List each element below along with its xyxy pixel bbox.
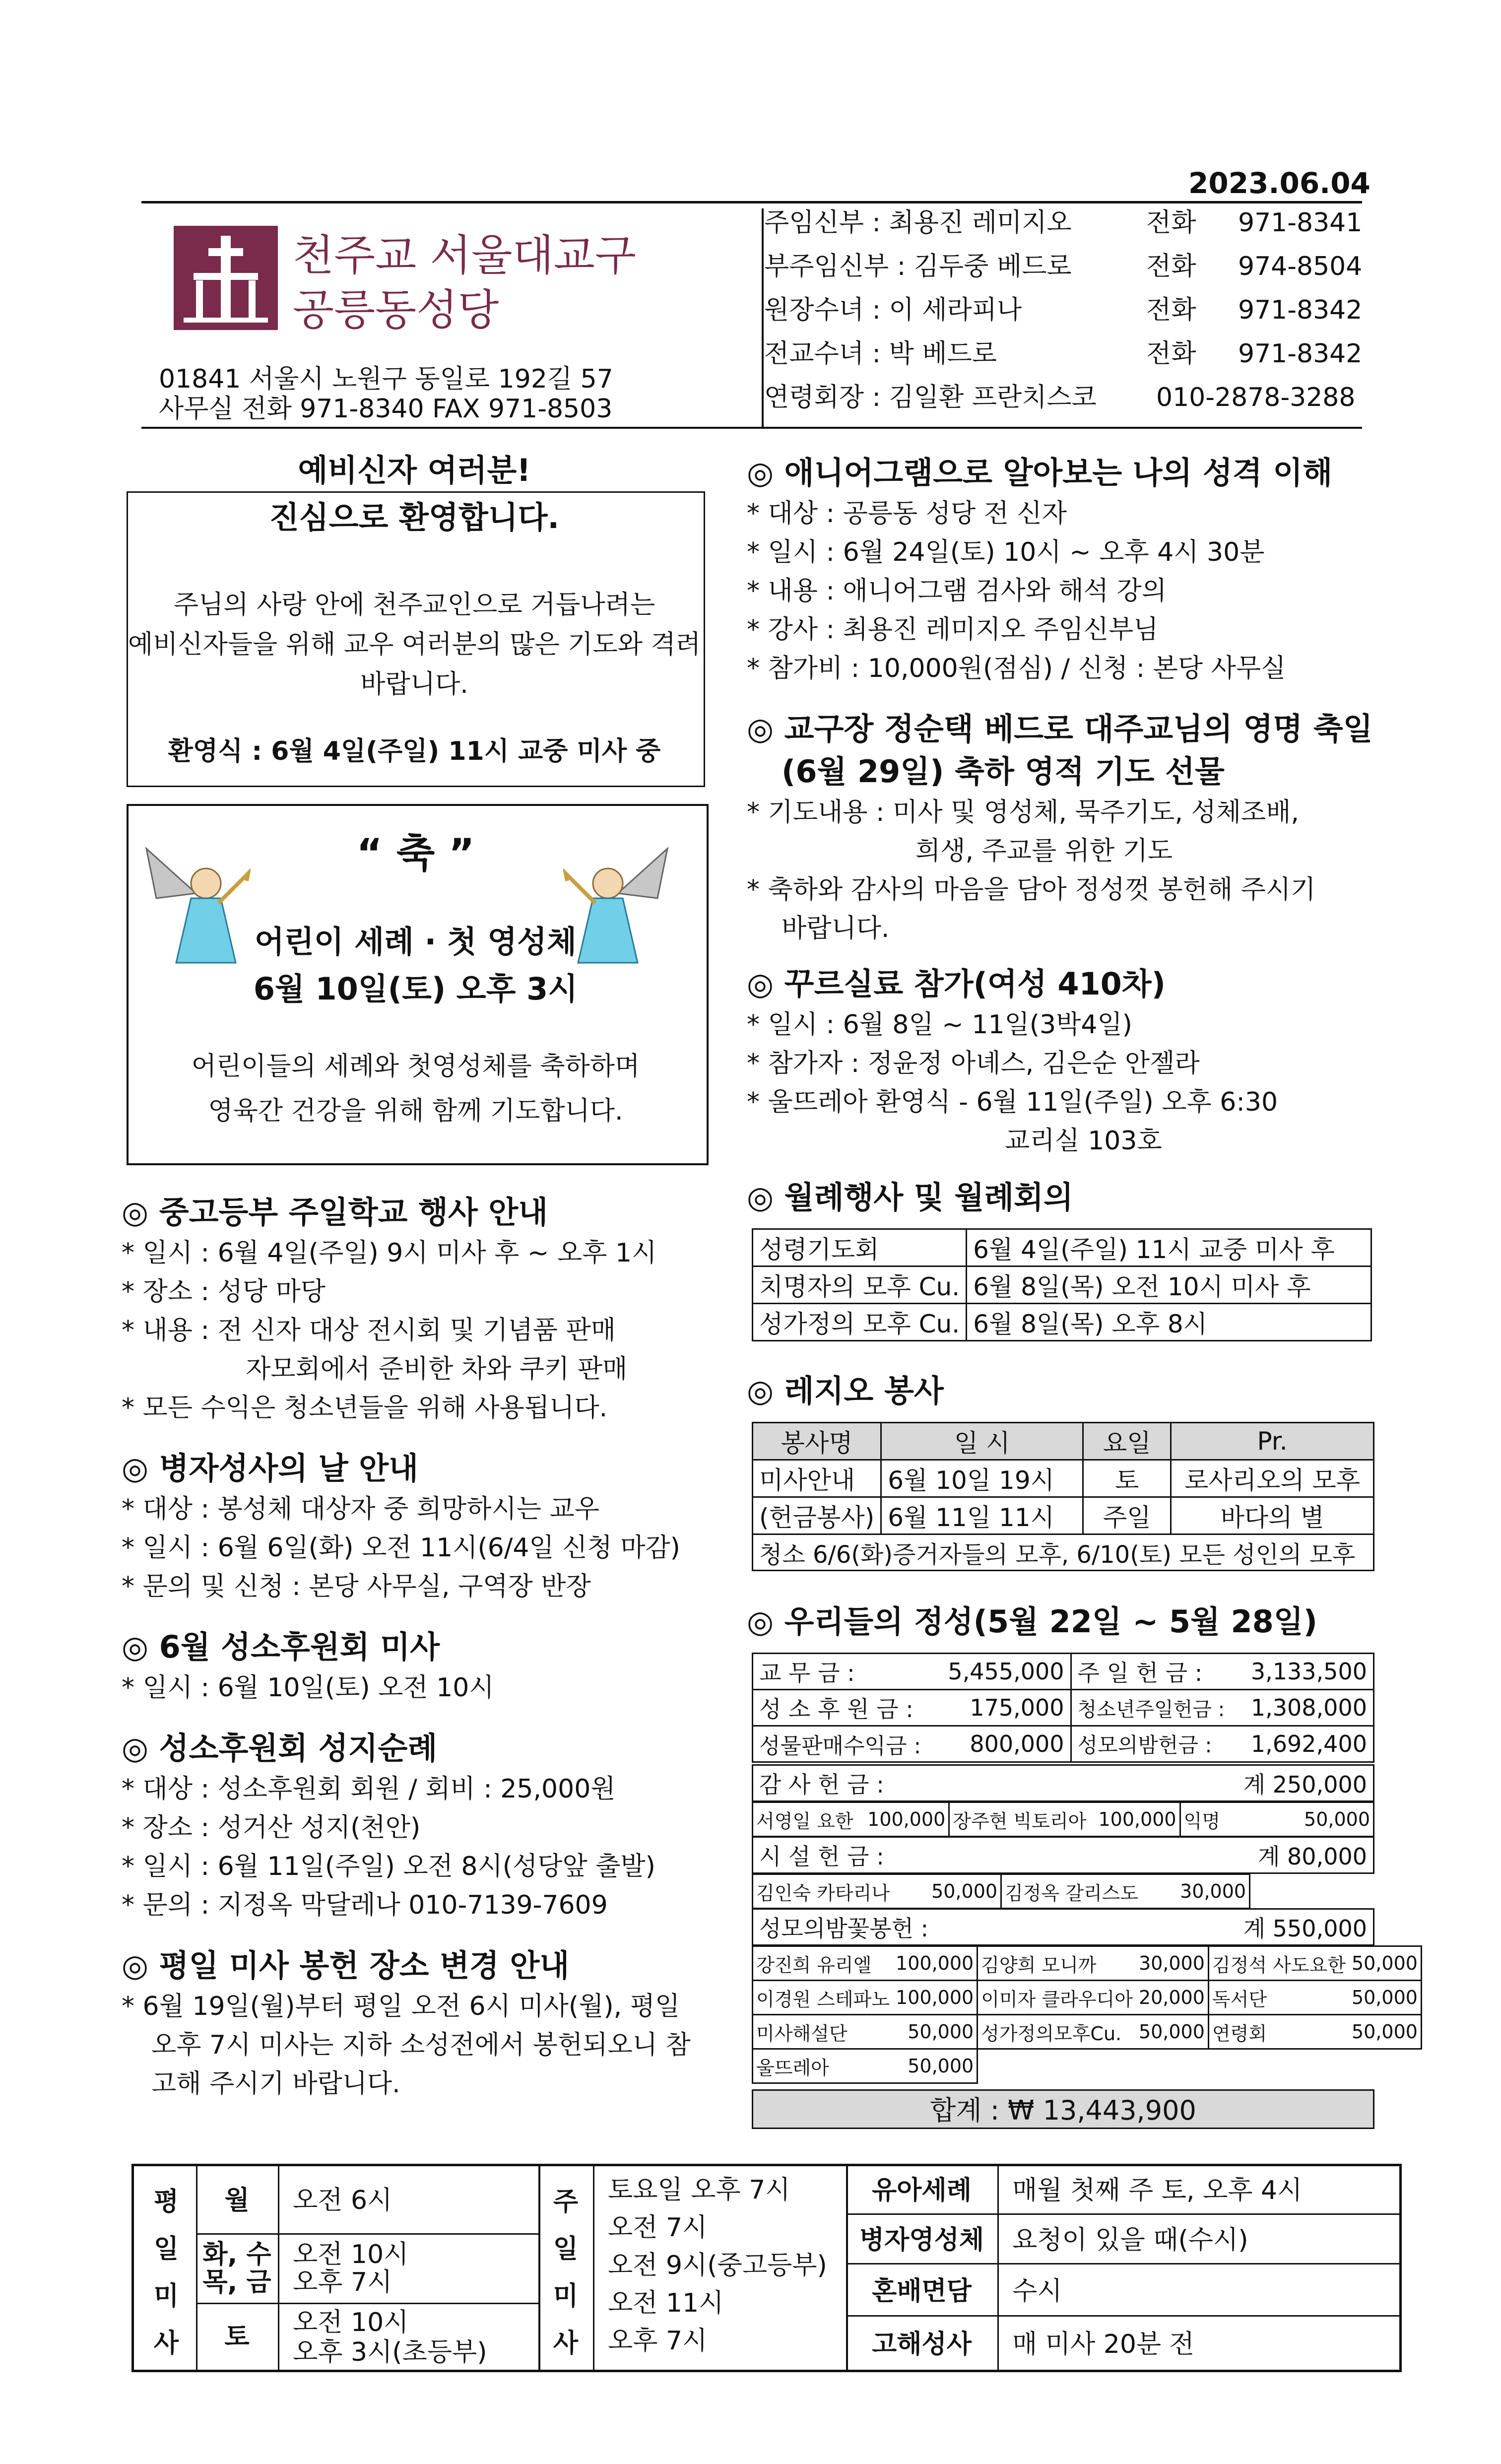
table-row: 성가정의 모후 Cu. 6월 8일(목) 오후 8시 [753,1304,1371,1341]
marriage-interview-label: 혼배면담 [872,2276,972,2306]
cathedral-logo-icon [174,226,278,330]
bullet: * 축하와 감사의 마음을 담아 정성껏 봉헌해 주시기 [747,875,1316,905]
weekday-mon: 월 [224,2186,250,2215]
table-row: 치명자의 모후 Cu. 6월 8일(목) 오전 10시 미사 후 [753,1266,1371,1304]
section-youth-event [122,1191,742,1427]
celebrate-title: “ 축 ” [356,830,475,876]
sunday-times: 토요일 오후 7시 오전 7시 오전 9시(중고등부) 오전 11시 오후 7시 [608,2175,827,2356]
staff-row: 전교수녀 : 박 베드로 전화 971-8342 [764,339,1363,369]
grand-total: 합계 : ₩ 13,443,900 [752,2089,1374,2129]
bullet-continuation: 자모회에서 준비한 차와 쿠키 판매 [246,1354,628,1384]
bullet: * 참가자 : 정윤정 아녜스, 김은순 안젤라 [747,1049,1200,1078]
bullet-continuation: 교리실 103호 [1005,1126,1162,1156]
bullet: * 강사 : 최용진 레미지오 주임신부님 [747,615,1159,645]
table-row: 감 사 헌 금 : 계 250,000 [753,1765,1374,1801]
table-row: 울뜨레아 50,000 [753,2049,1422,2083]
header-bottom-divider [141,427,1362,429]
table-row: (헌금봉사) 6월 11일 11시 주일 바다의 별 [753,1497,1374,1534]
bullet: * 일시 : 6월 6일(화) 오전 11시(6/4일 신청 마감) [122,1533,680,1563]
bullet: * 6월 19일(월)부터 평일 오전 6시 미사(월), 평일 [122,1992,680,2021]
weekday-mon-time: 오전 6시 [293,2186,392,2215]
table-row: 시 설 헌 금 : 계 80,000 [753,1837,1374,1873]
section-heading: ◎ 평일 미사 봉헌 장소 변경 안내 [122,1947,570,1984]
legio-table [752,1422,1374,1571]
sunday-mass-label: 주 일 미 사 [553,2187,579,2358]
section-heading: ◎ 병자성사의 날 안내 [122,1450,418,1486]
welcome-body: 예비신자들을 위해 교우 여러분의 많은 기도와 격려 [128,630,701,660]
section-anointing [122,1447,742,1606]
celebrate-body: 어린이들의 세례와 첫영성체를 축하하며 [191,1052,640,1081]
marriage-interview-value: 수시 [1012,2276,1062,2306]
thanks-list [752,1801,1374,1837]
bullet: * 문의 및 신청 : 본당 사무실, 구역장 반장 [122,1572,591,1601]
weekday-sat: 토 [224,2322,250,2352]
infant-baptism-value: 매월 첫째 주 토, 오후 4시 [1012,2176,1303,2205]
bullet-continuation: 고해 주시기 바랍니다. [151,2069,400,2099]
welcome-body: 주님의 사랑 안에 천주교인으로 거듭나려는 [173,590,655,620]
divider [846,2315,1402,2317]
section-heading: ◎ 중고등부 주일학교 행사 안내 [122,1194,548,1230]
left-sections [122,1191,742,2103]
offering-table [752,1653,1374,1763]
table-row: 강진희 유리엘 100,000 김양희 모니까 30,000 김정석 사도요한 50,000 [753,1946,1422,1981]
bullet: * 대상 : 봉성체 대상자 중 희망하시는 교우 [122,1494,599,1524]
divider [196,2303,538,2304]
staff-row: 원장수녀 : 이 세라피나 전화 971-8342 [764,295,1363,325]
table-row: 성령기도회 6월 4일(주일) 11시 교중 미사 후 [753,1229,1371,1266]
staff-row: 연령회장 : 김일환 프란치스코 010-2878-3288 [764,383,1356,412]
offering-detail-table [752,1764,1374,1802]
divider [846,2213,1402,2215]
section-heading: ◎ 성소후원회 성지순례 [122,1730,438,1766]
bullet: * 기도내용 : 미사 및 영성체, 묵주기도, 성체조배, [747,798,1299,827]
welcome-body: 바랍니다. [360,669,468,699]
address-line: 01841 서울시 노원구 동일로 192길 57 [159,364,613,394]
bullet: * 참가비 : 10,000원(점심) / 신청 : 본당 사무실 [747,654,1286,683]
bullet: * 모든 수익은 청소년들을 위해 사용됩니다. [122,1393,608,1423]
section-heading: ◎ 6월 성소후원회 미사 [122,1629,440,1665]
celebrate-body: 영육간 건강을 위해 함께 기도합니다. [208,1096,623,1126]
divider [278,2164,279,2372]
divider [997,2164,999,2372]
header-vertical-divider [762,208,764,427]
welcome-title: 예비신자 여러분! [127,449,702,492]
section-vocation-mass [122,1626,742,1707]
staff-row: 부주임신부 : 김두중 베드로 전화 974-8504 [764,252,1363,281]
celebrate-time: 6월 10일(토) 오후 3시 [253,971,578,1007]
section-heading-continuation: (6월 29일) 축하 영적 기도 선물 [782,753,1225,790]
section-archbishop-feast [747,708,1382,948]
bullet: * 문의 : 지정옥 막달레나 010-7139-7609 [122,1890,608,1920]
table-row: 청소 6/6(화)증거자들의 모후, 6/10(토) 모든 성인의 모후 [753,1534,1374,1571]
confession-label: 고해성사 [872,2330,972,2359]
facility-list [752,1873,1374,1909]
section-weekday-mass-change [122,1944,742,2103]
section-pilgrimage [122,1727,742,1925]
legio-heading: ◎ 레지오 봉사 [747,1373,944,1409]
welcome-ceremony: 환영식 : 6월 4일(주일) 11시 교중 미사 중 [168,736,661,766]
bullet: * 일시 : 6월 8일 ~ 11일(3박4일) [747,1010,1132,1040]
celebrate-event: 어린이 세례 · 첫 영성체 [255,924,577,960]
table-row: 성모의밤꽃봉헌 : 계 550,000 [753,1909,1374,1945]
section-cursillo [747,963,1382,1160]
bullet: * 일시 : 6월 10일(토) 오전 10시 [122,1673,494,1703]
table-row: 성 소 후 원 금 : 175,000 청소년주일헌금 : 1,308,000 [753,1690,1374,1726]
confession-value: 매 미사 20분 전 [1012,2330,1194,2359]
bullet: * 울뜨레아 환영식 - 6월 11일(주일) 오후 6:30 [747,1087,1278,1117]
bullet: * 내용 : 애니어그램 검사와 해석 강의 [747,576,1167,606]
infant-baptism-label: 유아세례 [872,2176,972,2205]
logo-title: 천주교 서울대교구 [293,231,636,280]
table-row: 미사안내 6월 10일 19시 토 로사리오의 모후 [753,1460,1374,1497]
issue-date: 2023.06.04 [1188,166,1370,200]
bullet: * 대상 : 공릉동 성당 전 신자 [747,499,1067,529]
bullet-continuation: 바랍니다. [782,914,890,943]
flower-list [752,1945,1422,2084]
sick-communion-label: 병자영성체 [859,2225,984,2255]
sick-communion-value: 요청이 있을 때(수시) [1012,2225,1248,2255]
bullet-continuation: 희생, 주교를 위한 기도 [915,836,1173,866]
facility-table [752,1836,1374,1874]
bullet: * 장소 : 성거산 성지(천안) [122,1813,421,1843]
bullet: * 일시 : 6월 11일(주일) 오전 8시(성당앞 출발) [122,1852,655,1881]
divider [593,2164,594,2372]
offering-heading: ◎ 우리들의 정성(5월 22일 ~ 5월 28일) [747,1603,1317,1640]
staff-list [764,203,1363,422]
table-row: 미사해설단 50,000 성가정의모후Cu. 50,000 연령회 50,000 [753,2015,1422,2049]
flower-table [752,1908,1374,1946]
bullet: * 일시 : 6월 4일(주일) 9시 미사 후 ~ 오후 1시 [122,1238,657,1268]
weekday-tue-fri: 화, 수 목, 금 [202,2240,271,2297]
weekday-sat-time: 오전 10시 오후 3시(초등부) [293,2308,487,2367]
logo-subtitle: 공릉동성당 [293,285,499,335]
divider [196,2233,538,2235]
monthly-table [752,1228,1372,1341]
table-header-row: 봉사명 일 시 요일 Pr. [753,1423,1374,1460]
office-line: 사무실 전화 971-8340 FAX 971-8503 [159,394,613,424]
welcome-subtitle: 진심으로 환영합니다. [269,499,560,535]
bullet: * 장소 : 성당 마당 [122,1277,326,1307]
right-sections [747,452,1382,1160]
staff-row: 주임신부 : 최용진 레미지오 전화 971-8341 [764,208,1363,238]
section-heading: ◎ 꾸르실료 참가(여성 410차) [747,966,1166,1002]
table-row: 이경원 스테파노 100,000 이미자 클라우디아 20,000 독서단 50,000 [753,1981,1422,2015]
bullet-continuation: 오후 7시 미사는 지하 소성전에서 봉헌되오니 참 [151,2030,691,2060]
weekday-mass-label: 평 일 미 사 [153,2187,179,2358]
bullet: * 대상 : 성소후원회 회원 / 회비 : 25,000원 [122,1774,616,1804]
table-row: 서영일 요한 100,000 장주현 빅토리아 100,000 익명 50,000 [753,1802,1374,1837]
monthly-heading: ◎ 월례행사 및 월례회의 [747,1179,1073,1215]
bullet: * 내용 : 전 신자 대상 전시회 및 기념품 판매 [122,1316,616,1345]
section-heading: ◎ 교구장 정순택 베드로 대주교님의 영명 축일 [747,711,1373,747]
section-heading: ◎ 애니어그램으로 알아보는 나의 성격 이해 [747,455,1333,491]
table-row: 교 무 금 : 5,455,000 주 일 헌 금 : 3,133,500 [753,1654,1374,1690]
table-row: 김인숙 카타리나 50,000 김정옥 갈리스도 30,000 [753,1874,1375,1909]
weekday-tue-fri-time: 오전 10시 오후 7시 [293,2240,409,2297]
divider [846,2263,1402,2264]
section-enneagram [747,452,1382,688]
bullet: * 일시 : 6월 24일(토) 10시 ~ 오후 4시 30분 [747,537,1265,567]
table-row: 성물판매수익금 : 800,000 성모의밤헌금 : 1,692,400 [753,1726,1374,1762]
